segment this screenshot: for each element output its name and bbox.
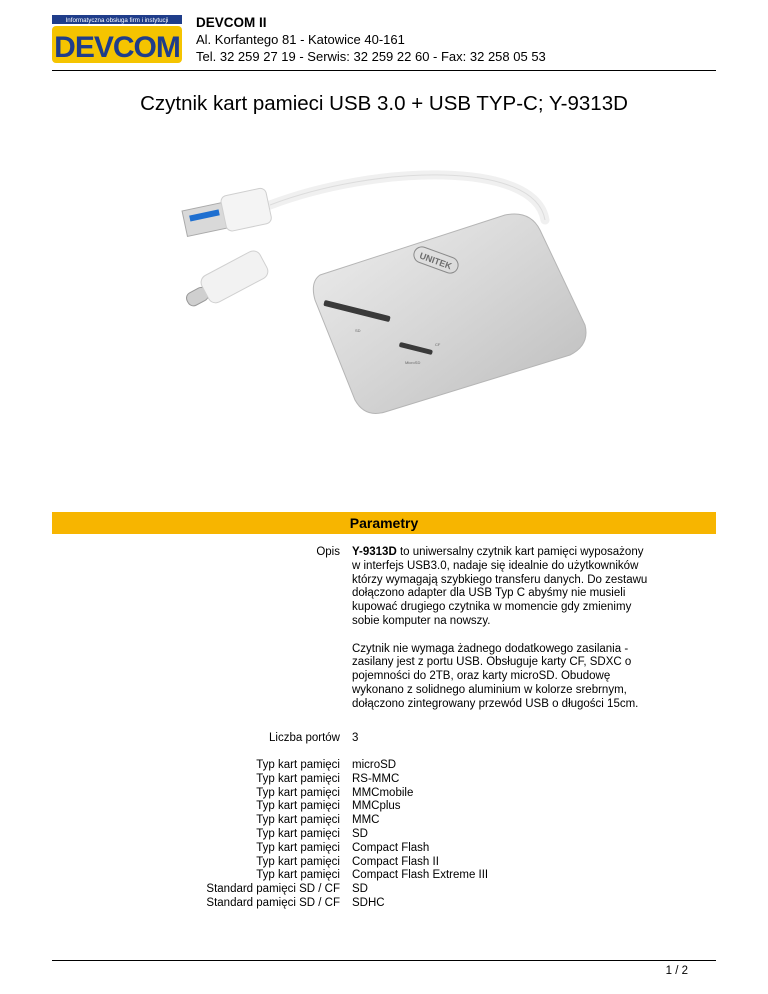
spec-value: SD — [352, 883, 368, 896]
spec-value: RS-MMC — [352, 772, 400, 785]
svg-text:Informatyczna obsługa firm i i: Informatyczna obsługa firm i instytucji — [65, 17, 169, 24]
model-code: Y-9313D — [352, 546, 397, 558]
spec-label: Typ kart pamięci — [256, 855, 340, 868]
spec-label: Standard pamięci SD / CF — [206, 896, 340, 909]
company-name: DEVCOM II — [196, 15, 267, 30]
header-divider — [52, 70, 716, 71]
svg-text:SD: SD — [355, 328, 361, 333]
svg-text:MicroSD: MicroSD — [405, 360, 421, 365]
company-contact: Tel. 32 259 27 19 - Serwis: 32 259 22 60 - Fax: 32 258 05 53 — [196, 49, 546, 64]
spec-label: Typ kart pamięci — [256, 759, 340, 771]
spec-label: Typ kart pamięci — [256, 841, 340, 854]
spec-label: Typ kart pamięci — [256, 814, 340, 827]
section-parametry: Parametry — [52, 512, 716, 534]
page-number: 1 / 2 — [665, 965, 688, 977]
description-text: Y-9313D to uniwersalny czytnik kart pamięci wyposażony w interfejs USB3.0, nadaje się idealnie do użytkowników którzy wymagają szybkiego transferu danych. Do zestawu dołączono adapter dla USB Typ C abyśmy nie musieli kupować drugiego czytnika w momencie gdy zmienimy sobie komputer na nowszy. Czytnik nie wymaga żadnego dodatkowego zasilania - zasilany jest z portu USB. Obsługuje karty CF, SDXC o pojemności do 2TB, oraz karty microSD. Obudowę wykonano z solidnego aluminium w kolorze srebrnym, dołączono zintegrowany przewód USB o długości 15cm. — [352, 546, 652, 725]
spec-label: Typ kart pamięci — [256, 786, 340, 799]
spec-value: Compact Flash Extreme III — [352, 869, 489, 882]
ports-label: Liczba portów — [269, 732, 340, 744]
ports-value: 3 — [352, 732, 359, 744]
description-label: Opis — [316, 546, 340, 558]
spec-label: Typ kart pamięci — [256, 869, 340, 882]
spec-value: microSD — [352, 759, 397, 771]
spec-value: MMCmobile — [352, 786, 414, 799]
spec-label: Typ kart pamięci — [256, 800, 340, 813]
company-address: Al. Korfantego 81 - Katowice 40-161 — [196, 32, 405, 47]
product-image — [175, 150, 595, 420]
svg-text:DEVCOM: DEVCOM — [54, 31, 180, 63]
spec-value: MMCplus — [352, 800, 401, 813]
spec-label: Standard pamięci SD / CF — [206, 883, 340, 896]
footer-divider — [52, 960, 716, 961]
page-title: Czytnik kart pamieci USB 3.0 + USB TYP-C; Y-9313D — [140, 92, 628, 115]
spec-labels — [206, 759, 340, 911]
spec-value: Compact Flash II — [352, 855, 439, 868]
description-paragraph-2: Czytnik nie wymaga żadnego dodatkowego zasilania - zasilany jest z portu USB. Obsługuje karty CF, SDXC o pojemności do 2TB, oraz karty microSD. Obudowę wykonano z solidnego aluminium w kolorze srebrnym, dołączono zintegrowany przewód USB o długości 15cm. — [352, 642, 639, 710]
svg-text:UNITEK: UNITEK — [418, 250, 454, 272]
svg-text:CF: CF — [435, 342, 441, 347]
spec-value: SDHC — [352, 896, 385, 909]
company-info — [196, 14, 546, 65]
spec-value: SD — [352, 827, 368, 840]
spec-value: Compact Flash — [352, 841, 430, 854]
spec-label: Typ kart pamięci — [256, 772, 340, 785]
spec-value: MMC — [352, 814, 380, 827]
spec-values — [352, 759, 652, 911]
spec-label: Typ kart pamięci — [256, 827, 340, 840]
devcom-logo — [52, 15, 182, 63]
